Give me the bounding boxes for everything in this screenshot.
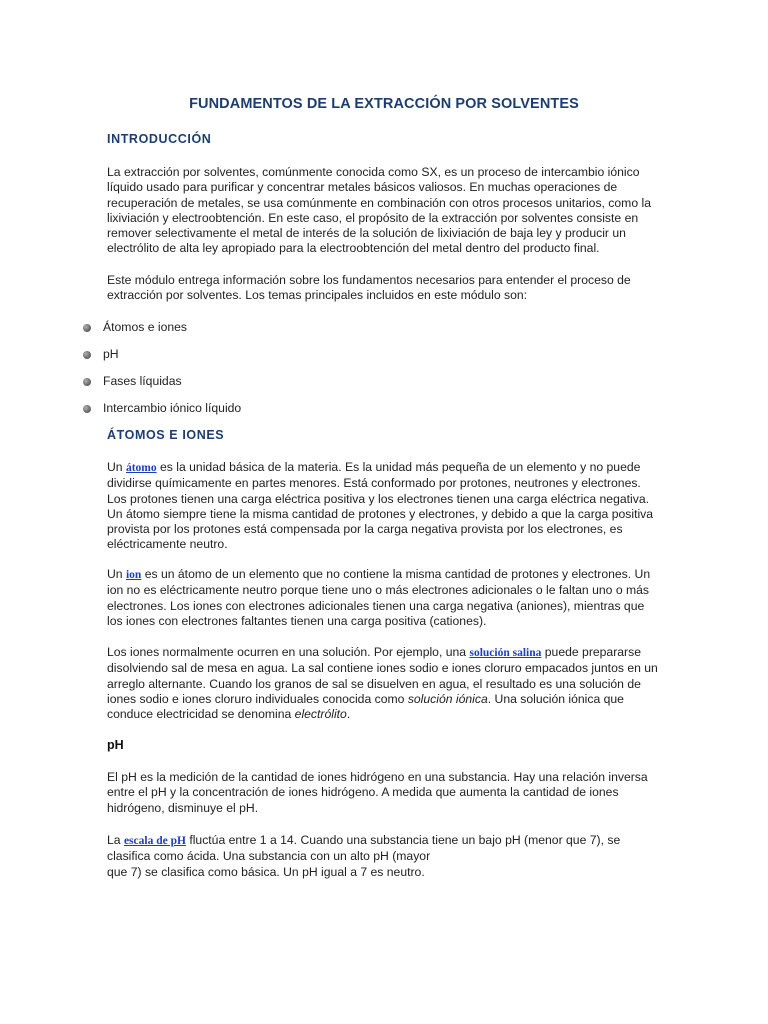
bullet-icon	[83, 405, 91, 413]
heading-ph: pH	[107, 738, 124, 752]
document-page: FUNDAMENTOS DE LA EXTRACCIÓN POR SOLVENTES INTRODUCCIÓN La extracción por solventes, comúnmente conocida como SX, es un proceso de intercambio iónico líquido usado para purificar y concentrar metales básicos valiosos. En muchas operaciones de recuperación de metales, se usa comúnmente en combinación con otros procesos unitarios, como la lixiviación y electroobtención. En este caso, el propósito de la extracción por solventes consiste en remover selectivamente el metal de interés de la solución de lixiviación de baja ley y producir un electrólito de alta ley apropiado para la electroobtención del metal dentro del producto final. Este módulo entrega información sobre los fundamentos necesarios para entender el proceso de extracción por solventes. Los temas principales incluidos en este módulo son: Átomos e iones pH Fases líquidas Intercambio iónico líquido ÁTOMOS E IONES Un átomo es la unidad básica de la materia. Es la unidad más pequeña de un elemento y no puede dividirse químicamente en partes menores. Está conformado por protones, neutrones y electrones. Los protones tienen una carga eléctrica positiva y los electrones tienen una carga eléctrica negativa. Un átomo siempre tiene la misma cantidad de protones y electrones, y debido a que la carga positiva provista por los protones está compensada por la carga negativa provista por los electrones, es eléctricamente neutro. Un ion es un átomo de un elemento que no contiene la misma cantidad de protones y electrones. Un ion no es eléctricamente neutro porque tiene uno o más electrones adicionales o le faltan uno o más electrones. Los iones con electrones adicionales tienen una carga negativa (aniones), mientras que los iones con electrones faltantes tienen una carga positiva (cationes). Los iones normalmente ocurren en una solución. Por ejemplo, una solución salina puede prepararse disolviendo sal de mesa en agua. La sal contiene iones sodio e iones cloruro empacados juntos en un arreglo alternante. Cuando los granos de sal se disuelven en agua, el resultado es una solución de iones sodio e iones cloruro individuales conocida como solución iónica. Una solución iónica que conduce electricidad se denomina electrólito. pH El pH es la medición de la cantidad de iones hidrógeno en una substancia. Hay una relación inversa entre el pH y la concentración de iones hidrógeno. A medida que aumenta la cantidad de iones hidrógeno, disminuye el pH. La escala de pH fluctúa entre 1 a 14. Cuando una substancia tiene un bajo pH (menor que 7), se clasifica como ácida. Una substancia con un alto pH (mayor que 7) se clasifica como básica. Un pH igual a 7 es neutro.	[0, 0, 768, 1024]
ph-paragraph-2: La escala de pH fluctúa entre 1 a 14. Cuando una substancia tiene un bajo pH (menor que 7), se clasifica como ácida. Una substancia con un alto pH (mayor que 7) se clasifica como básica. Un pH igual a 7 es neutro.	[107, 833, 621, 879]
heading-introduccion: INTRODUCCIÓN	[107, 132, 212, 146]
bullet-icon	[83, 351, 91, 359]
link-escala-de-ph[interactable]: escala de pH	[123, 835, 186, 847]
intro-paragraph-2: Este módulo entrega información sobre los fundamentos necesarios para entender el proceso de extracción por solventes. Los temas principales incluidos en este módulo son:	[107, 273, 631, 303]
atoms-paragraph-1: Un átomo es la unidad básica de la materia. Es la unidad más pequeña de un elemento y no puede dividirse químicamente en partes menores. Está conformado por protones, neutrones y electrones. Los protones tienen una carga eléctrica positiva y los electrones tienen una carga eléctrica negativa. Un átomo siempre tiene la misma cantidad de protones y electrones, y debido a que la carga positiva provista por los protones está compensada por la carga negativa provista por los electrones, es eléctricamente neutro.	[107, 460, 654, 552]
link-solucion-salina[interactable]: solución salina	[469, 647, 542, 659]
ph-paragraph-1: El pH es la medición de la cantidad de iones hidrógeno en una substancia. Hay una relación inversa entre el pH y la concentración de iones hidrógeno. A medida que aumenta la cantidad de iones hidrógeno, disminuye el pH.	[107, 770, 648, 815]
intro-paragraph-1: La extracción por solventes, comúnmente conocida como SX, es un proceso de intercambio iónico líquido usado para purificar y concentrar metales básicos valiosos. En muchas operaciones de recuperación de metales, se usa comúnmente en combinación con otros procesos unitarios, como la lixiviación y electroobtención. En este caso, el propósito de la extracción por solventes consiste en remover selectivamente el metal de interés de la solución de lixiviación de baja ley y producir un electrólito de alta ley apropiado para la electroobtención del metal dentro del producto final.	[107, 165, 651, 256]
atoms-paragraph-2: Un ion es un átomo de un elemento que no contiene la misma cantidad de protones y electrones. Un ion no es eléctricamente neutro porque tiene uno o más electrones adicionales o le faltan uno o más electrones. Los iones con electrones adicionales tienen una carga negativa (aniones), mientras que los iones con electrones faltantes tienen una carga positiva (cationes).	[107, 567, 651, 628]
link-atomo[interactable]: átomo	[125, 462, 157, 474]
document-title: FUNDAMENTOS DE LA EXTRACCIÓN POR SOLVENTES	[189, 96, 579, 112]
bullet-icon	[83, 324, 91, 332]
bullet-icon	[83, 378, 91, 386]
heading-atomos-e-iones: ÁTOMOS E IONES	[107, 428, 225, 442]
atoms-paragraph-3: Los iones normalmente ocurren en una solución. Por ejemplo, una solución salina puede prepararse disolviendo sal de mesa en agua. La sal contiene iones sodio e iones cloruro empacados juntos en un arreglo alternante. Cuando los granos de sal se disuelven en agua, el resultado es una solución de iones sodio e iones cloruro individuales conocida como solución iónica. Una solución iónica que conduce electricidad se denomina electrólito.	[107, 645, 658, 722]
link-ion[interactable]: ion	[125, 569, 142, 581]
